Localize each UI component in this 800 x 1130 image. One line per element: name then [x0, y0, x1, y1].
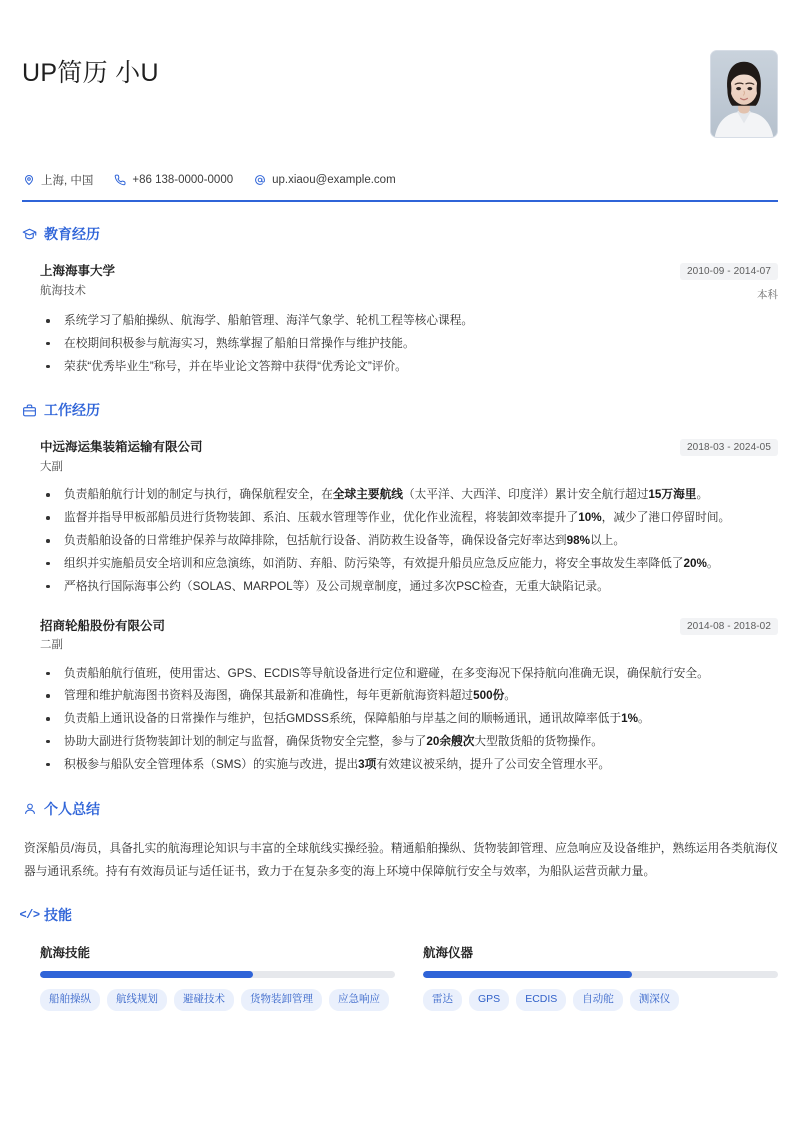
skills-grid	[22, 943, 778, 1011]
skill-level-fill	[423, 971, 632, 978]
section-title-summary	[22, 799, 778, 819]
bullet-item: 积极参与船队安全管理体系（SMS）的实施与改进，提出3项有效建议被采纳，提升了公司安全管理水平。	[40, 754, 778, 777]
skill-tag: 航线规划	[107, 989, 167, 1011]
avatar	[710, 50, 778, 138]
bullet-item: 负责船舶航行计划的制定与执行，确保航程安全，在全球主要航线（太平洋、大西洋、印度洋）累计安全航行超过15万海里。	[40, 484, 778, 507]
contact-location	[22, 172, 93, 188]
section-label: 工作经历	[44, 402, 100, 419]
contact-phone-text: +86 138-0000-0000	[132, 174, 234, 186]
work-entry	[22, 617, 778, 777]
entry-head	[40, 438, 778, 476]
work-company: 中远海运集装箱运输有限公司	[40, 440, 203, 455]
email-at-icon	[253, 174, 266, 187]
page-title: UP简历 小U	[22, 59, 159, 87]
education-degree: 本科	[757, 289, 778, 301]
bullet-item: 负责船舶航行值班，使用雷达、GPS、ECDIS等导航设备进行定位和避碰，在多变海况下保持航向准确无误，确保航行安全。	[40, 663, 778, 686]
section-title-skills	[19, 905, 778, 925]
education-entry	[22, 262, 778, 378]
skill-tag: 自动舵	[573, 989, 623, 1011]
section-label: 技能	[44, 907, 72, 924]
entry-meta	[680, 617, 778, 635]
bullet-item: 管理和维护航海图书资料及海图，确保其最新和准确性，每年更新航海资料超过500份。	[40, 685, 778, 708]
skill-tag: 货物装卸管理	[241, 989, 322, 1011]
entry-head	[40, 262, 778, 302]
portrait-photo-icon	[711, 51, 777, 137]
bullet-item: 负责船舶设备的日常维护保养与故障排除，包括航行设备、消防救生设备等，确保设备完好率达到98%以上。	[40, 530, 778, 553]
skill-tag: 测深仪	[630, 989, 680, 1011]
work-entry	[22, 438, 778, 598]
education-major: 航海技术	[40, 284, 86, 297]
bullet-item: 荣获“优秀毕业生”称号，并在毕业论文答辩中获得“优秀论文”评价。	[40, 356, 778, 379]
skill-tag: ECDIS	[516, 989, 566, 1011]
bullet-item: 协助大副进行货物装卸计划的制定与监督，确保货物安全完整，参与了20余艘次大型散货船的货物操作。	[40, 731, 778, 754]
section-work	[22, 400, 778, 776]
skill-group-name: 航海仪器	[423, 946, 474, 961]
contact-phone	[113, 174, 233, 187]
skill-tag-row	[40, 989, 395, 1011]
work-bullets	[40, 484, 778, 598]
entry-meta	[680, 262, 778, 302]
briefcase-icon	[22, 403, 37, 418]
bullet-item: 监督并指导甲板部船员进行货物装卸、系泊、压载水管理等作业，优化作业流程，将装卸效率提升了10%，减少了港口停留时间。	[40, 507, 778, 530]
bullet-item: 系统学习了船舶操纵、航海学、船舶管理、海洋气象学、轮机工程等核心课程。	[40, 310, 778, 333]
entry-main	[40, 262, 115, 300]
person-icon	[22, 801, 37, 816]
code-icon: </>	[19, 908, 40, 923]
skill-tag: 雷达	[423, 989, 462, 1011]
skill-level-bar	[423, 971, 778, 978]
work-date-badge: 2018-03 - 2024-05	[680, 439, 778, 456]
entry-main	[40, 438, 203, 476]
skill-level-fill	[40, 971, 253, 978]
skill-tag: 船舶操纵	[40, 989, 100, 1011]
work-company: 招商轮船股份有限公司	[40, 618, 166, 633]
entry-main	[40, 617, 165, 655]
contact-row	[22, 172, 778, 200]
section-education	[22, 224, 778, 378]
section-title-education	[22, 224, 778, 244]
phone-icon	[113, 174, 126, 187]
location-pin-icon	[22, 174, 35, 187]
entry-meta	[680, 438, 778, 456]
skill-level-bar	[40, 971, 395, 978]
skill-group-name: 航海技能	[40, 946, 91, 961]
bottom-spacer	[22, 1011, 778, 1037]
skill-tag: 避碰技术	[174, 989, 234, 1011]
summary-text: 资深船员/海员，具备扎实的航海理论知识与丰富的全球航线实操经验。精通船舶操纵、货物装卸管理、应急响应及设备维护，熟练运用各类航海仪器与通讯系统。持有有效海员证与适任证书，致力于在复杂多变的海上环境中保障航行安全与效率，为船队运营贡献力量。	[24, 841, 778, 878]
education-date-badge: 2010-09 - 2014-07	[680, 263, 778, 280]
graduation-cap-icon	[22, 227, 37, 242]
skill-group	[423, 943, 778, 1011]
bullet-item: 负责船上通讯设备的日常操作与维护，包括GMDSS系统，保障船舶与岸基之间的顺畅通讯，通讯故障率低于1%。	[40, 708, 778, 731]
skill-tag: 应急响应	[329, 989, 389, 1011]
skill-tag: GPS	[469, 989, 509, 1011]
skill-tag-row	[423, 989, 778, 1011]
work-bullets	[40, 663, 778, 777]
contact-location-text: 上海, 中国	[41, 175, 94, 187]
work-position: 大副	[40, 461, 63, 474]
section-summary	[22, 799, 778, 884]
contact-email	[253, 174, 396, 187]
education-bullets	[40, 310, 778, 378]
header-divider	[22, 200, 778, 202]
bullet-item: 组织并实施船员安全培训和应急演练，如消防、弃船、防污染等，有效提升船员应急反应能力，将安全事故发生率降低了20%。	[40, 553, 778, 576]
skill-group	[40, 943, 395, 1011]
contact-email-text: up.xiaou@example.com	[272, 174, 396, 186]
section-label: 教育经历	[44, 226, 100, 242]
work-date-badge: 2014-08 - 2018-02	[680, 618, 778, 635]
education-school: 上海海事大学	[40, 264, 116, 278]
work-position: 二副	[40, 639, 63, 652]
section-skills	[19, 905, 778, 1011]
section-label: 个人总结	[44, 800, 100, 817]
bullet-item: 严格执行国际海事公约（SOLAS、MARPOL等）及公司规章制度，通过多次PSC检查，无重大缺陷记录。	[40, 576, 778, 599]
entry-head	[40, 617, 778, 655]
bullet-item: 在校期间积极参与航海实习，熟练掌握了船舶日常操作与维护技能。	[40, 333, 778, 356]
resume-header	[22, 0, 778, 138]
section-title-work	[22, 400, 778, 420]
header-left	[22, 38, 710, 88]
